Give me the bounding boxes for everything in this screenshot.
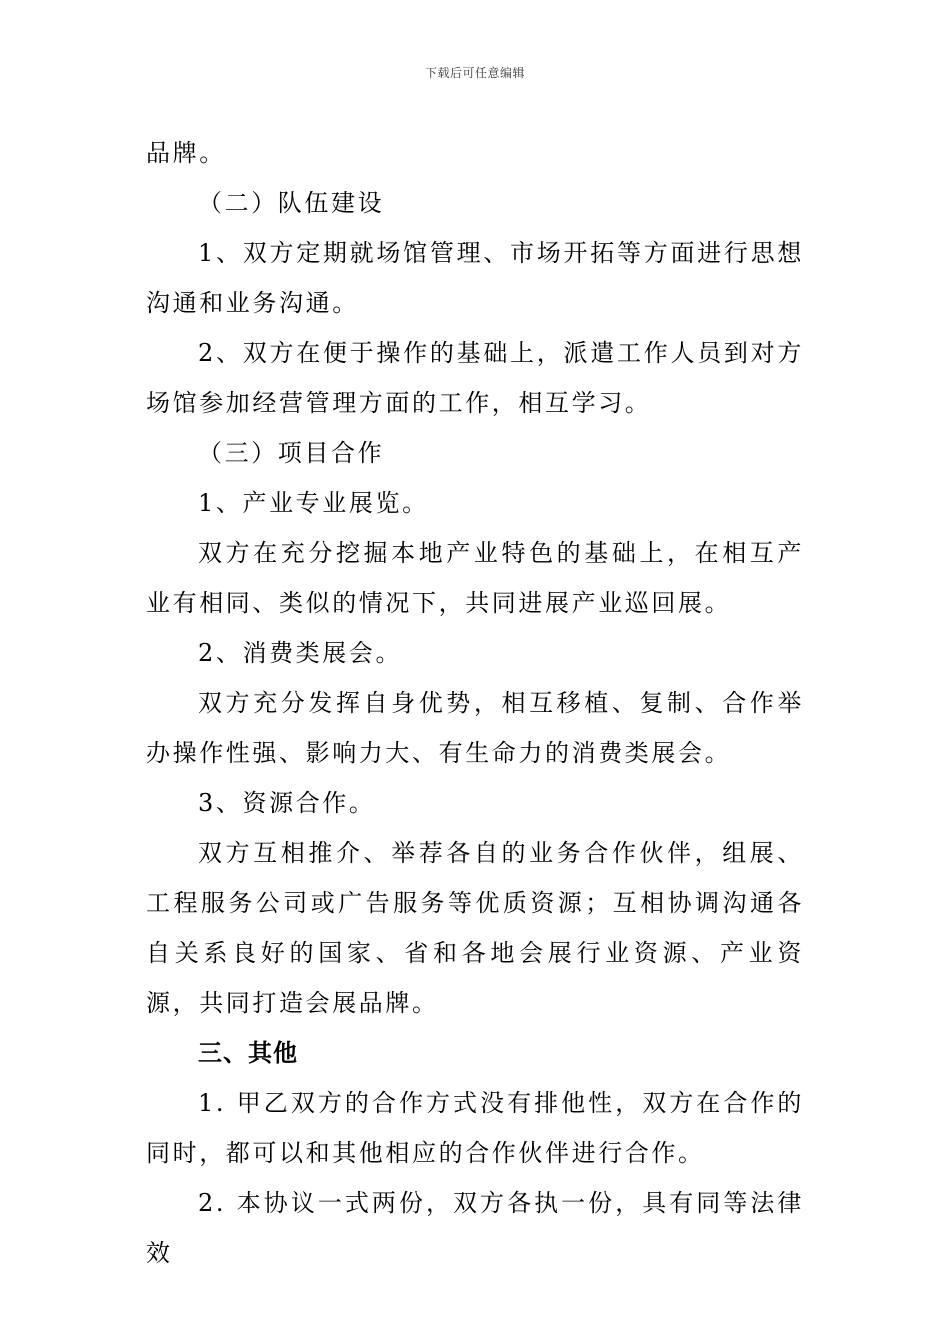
paragraph-resource-cooperation: 双方互相推介、举荐各自的业务合作伙伴，组展、工程服务公司或广告服务等优质资源；互相协调沟通各自关系良好的国家、省和各地会展行业资源、产业资源，共同打造会展品牌。 <box>146 839 804 1017</box>
paragraph-industry-exhibition: 双方在充分挖掘本地产业特色的基础上，在相互产业有相同、类似的情况下，共同进展产业巡回展。 <box>146 539 804 617</box>
document-body <box>146 128 804 1278</box>
item-resource-cooperation: 3、资源合作。 <box>198 789 376 817</box>
section-heading-project-cooperation: （三）项目合作 <box>198 439 385 467</box>
item-consumer-exhibition: 2、消费类展会。 <box>198 639 403 667</box>
paragraph-brand-end: 品牌。 <box>146 139 226 167</box>
paragraph-team-2: 2、双方在便于操作的基础上，派遣工作人员到对方场馆参加经营管理方面的工作，相互学习。 <box>146 339 804 417</box>
section-heading-other: 三、其他 <box>198 1039 298 1067</box>
section-heading-team-building: （二）队伍建设 <box>198 189 385 217</box>
item-industry-exhibition: 1、产业专业展览。 <box>198 489 429 517</box>
paragraph-team-1: 1、双方定期就场馆管理、市场开拓等方面进行思想沟通和业务沟通。 <box>146 239 804 317</box>
paragraph-consumer-exhibition: 双方充分发挥自身优势，相互移植、复制、合作举办操作性强、影响力大、有生命力的消费类展会。 <box>146 689 804 767</box>
paragraph-other-2: 2. 本协议一式两份，双方各执一份，具有同等法律效 <box>146 1189 804 1267</box>
page-header: 下载后可任意编辑 <box>424 66 525 80</box>
paragraph-other-1: 1. 甲乙双方的合作方式没有排他性，双方在合作的同时，都可以和其他相应的合作伙伴进行合作。 <box>146 1089 804 1167</box>
